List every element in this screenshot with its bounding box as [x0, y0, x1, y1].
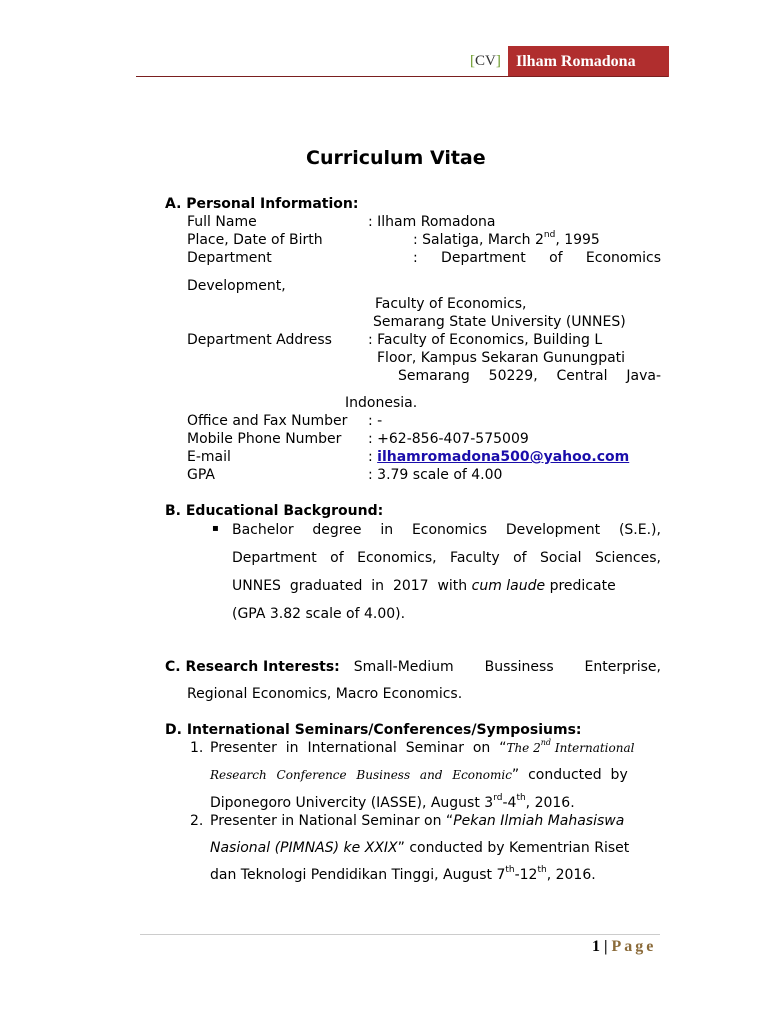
- education-line4: (GPA 3.82 scale of 4.00).: [232, 606, 406, 622]
- seminar-1-line2: Research Conference Business and Economic” conducted by: [210, 767, 628, 783]
- education-line1: Bachelor degree in Economics Development (S.E.),: [232, 522, 661, 538]
- department-value-line4: Semarang State University (UNNES): [373, 314, 626, 330]
- department-label: Department: [187, 250, 272, 266]
- cv-label: CV: [475, 53, 496, 69]
- header-name-box: Ilham Romadona: [508, 46, 669, 77]
- email-row: : ilhamromadona500@yahoo.com: [368, 449, 630, 465]
- seminar-2-number: 2.: [190, 813, 204, 829]
- page-label: Page: [611, 938, 657, 955]
- section-c-heading: C. Research Interests:: [165, 659, 340, 675]
- pdob-value: : Salatiga, March 2nd, 1995: [413, 230, 600, 248]
- cv-tag: [470, 53, 501, 70]
- address-line4: Indonesia.: [345, 395, 418, 411]
- mobile-label: Mobile Phone Number: [187, 431, 342, 447]
- footer-divider: [140, 934, 660, 935]
- full-name-value: : Ilham Romadona: [368, 214, 496, 230]
- section-b-heading: B. Educational Background:: [165, 503, 384, 519]
- research-line1: C. Research Interests: Small-Medium Bussiness Enterprise,: [165, 659, 661, 675]
- cv-bracket-close: ]: [495, 53, 501, 69]
- seminar-1-number: 1.: [190, 740, 204, 756]
- seminar-2-line2: Nasional (PIMNAS) ke XXIX” conducted by Kementrian Riset: [210, 840, 630, 856]
- page-footer: 1 | Page: [592, 938, 657, 955]
- page-title: Curriculum Vitae: [306, 147, 486, 169]
- pdob-label: Place, Date of Birth: [187, 232, 323, 248]
- address-line3: Semarang 50229, Central Java-: [398, 368, 661, 384]
- cv-bracket-open: [: [470, 53, 475, 69]
- section-a-heading: A. Personal Information:: [165, 196, 359, 212]
- department-value-line2: Development,: [187, 278, 286, 294]
- seminar-2-line3: dan Teknologi Pendidikan Tinggi, August 7th-12th, 2016.: [210, 865, 596, 883]
- email-label: E-mail: [187, 449, 231, 465]
- section-d-heading: D. International Seminars/Conferences/Symposiums:: [165, 722, 582, 738]
- research-line2: Regional Economics, Macro Economics.: [187, 686, 463, 702]
- department-value-line1: : Department of Economics: [413, 250, 661, 266]
- page-number: 1: [592, 938, 600, 955]
- education-line3: UNNES graduated in 2017 with cum laude predicate: [232, 578, 616, 594]
- gpa-label: GPA: [187, 467, 215, 483]
- seminar-1-line1: Presenter in International Seminar on “The 2nd International: [210, 738, 635, 756]
- fax-label: Office and Fax Number: [187, 413, 348, 429]
- email-link[interactable]: ilhamromadona500@yahoo.com: [377, 449, 630, 465]
- header-divider: [136, 76, 668, 77]
- fax-value: : -: [368, 413, 383, 429]
- department-value-line3: Faculty of Economics,: [375, 296, 527, 312]
- address-line2: Floor, Kampus Sekaran Gunungpati: [377, 350, 626, 366]
- bullet-icon: ▪: [212, 523, 219, 534]
- address-label: Department Address: [187, 332, 332, 348]
- full-name-label: Full Name: [187, 214, 257, 230]
- seminar-2-line1: Presenter in National Seminar on “Pekan Ilmiah Mahasiswa: [210, 813, 625, 829]
- seminar-1-line3: Diponegoro Univercity (IASSE), August 3rd-4th, 2016.: [210, 793, 575, 811]
- address-line1: : Faculty of Economics, Building L: [368, 332, 603, 348]
- mobile-value: : +62-856-407-575009: [368, 431, 529, 447]
- gpa-value: : 3.79 scale of 4.00: [368, 467, 503, 483]
- education-line2: Department of Economics, Faculty of Social Sciences,: [232, 550, 661, 566]
